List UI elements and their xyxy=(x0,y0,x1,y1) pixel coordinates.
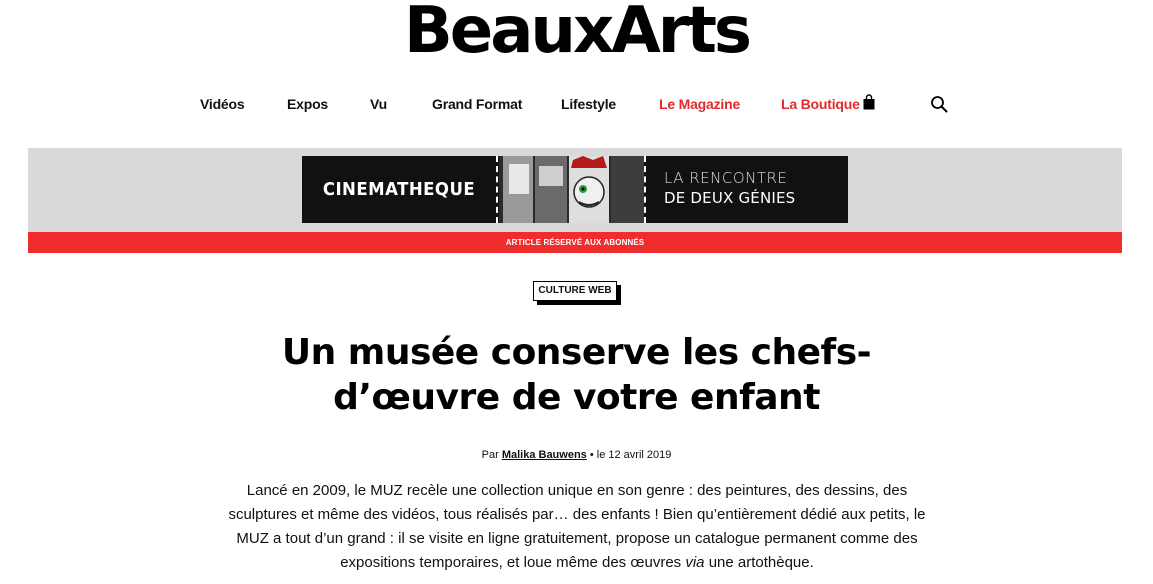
site-logo[interactable]: BeauxArts xyxy=(404,0,749,68)
article-title xyxy=(150,330,1003,420)
category-tag[interactable] xyxy=(533,281,621,305)
nav-item-la-boutique[interactable]: La Boutique xyxy=(781,96,860,112)
ad-tagline-line1: LA RENCONTRE xyxy=(664,169,788,187)
shopping-bag-icon[interactable] xyxy=(863,94,875,110)
article-byline xyxy=(0,449,1153,461)
ad-divider xyxy=(496,156,498,223)
nav-item-expos[interactable]: Expos xyxy=(287,96,329,112)
ad-brand-text: CINEMATHEQUE xyxy=(322,179,476,200)
ad-banner[interactable] xyxy=(302,156,848,223)
main-nav xyxy=(0,96,1153,118)
article-title-line1: Un musée conserve les chefs- xyxy=(281,332,872,373)
subscriber-only-bar: ARTICLE RÉSERVÉ AUX ABONNÉS xyxy=(28,232,1122,253)
search-icon[interactable] xyxy=(930,95,948,113)
nav-item-lifestyle[interactable]: Lifestyle xyxy=(561,96,616,112)
ad-banner-area xyxy=(28,148,1122,232)
ad-divider xyxy=(644,156,646,223)
nav-item-vu[interactable]: Vu xyxy=(370,96,387,112)
ad-tagline-line2: DE DEUX GÉNIES xyxy=(664,189,796,207)
lead-text-part1: Lancé en 2009, le MUZ recèle une collection unique en son genre : des peintures, des dessins, des sculptures et même des vidéos, tous réalisés par… des enfants ! Bien qu’entièrement dédié aux petits, le MUZ a tout d’un grand : il se visite en ligne gratuitement, propose un catalogue permanent comme des expositions temporaires, et loue même des œuvres xyxy=(228,482,926,571)
nav-item-grand-format[interactable]: Grand Format xyxy=(432,96,523,112)
byline-prefix: Par xyxy=(481,449,499,461)
lead-text-italic: via xyxy=(685,554,705,571)
category-tag-label[interactable]: CULTURE WEB xyxy=(533,281,617,301)
nav-item-le-magazine[interactable]: Le Magazine xyxy=(659,96,741,112)
publish-date: • le 12 avril 2019 xyxy=(586,449,672,461)
nav-item-videos[interactable]: Vidéos xyxy=(200,96,245,112)
article-lead xyxy=(214,479,940,575)
article-title-line2: d’œuvre de votre enfant xyxy=(333,377,820,418)
author-link[interactable]: Malika Bauwens xyxy=(501,449,587,461)
lead-text-part2: une artothèque. xyxy=(704,554,814,571)
ad-artwork-image xyxy=(499,156,644,223)
ad-tagline xyxy=(664,168,844,208)
